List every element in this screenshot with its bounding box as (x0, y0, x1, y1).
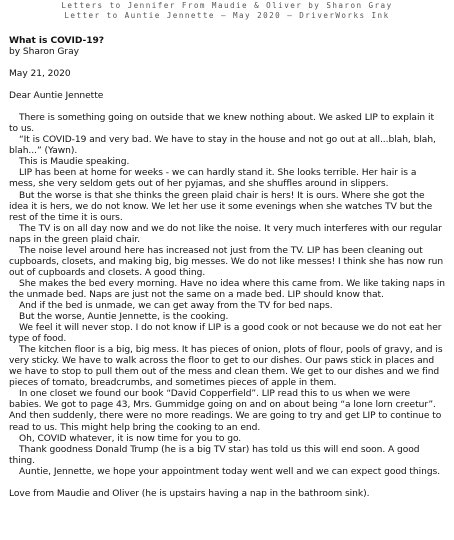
letter-date: May 21, 2020 (9, 69, 71, 80)
letter-salutation: Dear Auntie Jennette (9, 91, 104, 102)
paragraph-6: The TV is on all day now and we do not like the noise. It very much interferes with our regular naps in the green plaid chair. (9, 223, 442, 245)
spacer (9, 478, 445, 489)
letter-body (9, 36, 445, 500)
paragraph-5: But the worse is that she thinks the green plaid chair is hers! It is ours. Where she got the idea it is hers, we do not know. We let her use it some evenings when she watches TV but the rest of the time it is ours. (9, 190, 433, 223)
letter-closing: Love from Maudie and Oliver (he is upstairs having a nap in the bathroom sink). (9, 488, 370, 499)
letter-title: What is COVID-19? (9, 36, 105, 46)
header-letter-line: Letter to Auntie Jennette – May 2020 – DriverWorks Ink (64, 11, 390, 20)
spacer (9, 58, 445, 69)
document-header (0, 0, 454, 21)
paragraph-3: This is Maudie speaking. (19, 157, 130, 168)
paragraph-9: And if the bed is unmade, we can get away from the TV for bed naps. (19, 300, 333, 311)
spacer (9, 80, 445, 91)
paragraph-15: Thank goodness Donald Trump (he is a big TV star) has told us this will end soon. A good thing. (9, 444, 420, 466)
paragraph-8: She makes the bed every morning. Have no idea where this came from. We like taking naps in the unmade bed. Naps are just not the same on a made bed. LIP should know that. (9, 278, 445, 300)
letter-byline: by Sharon Gray (9, 47, 79, 58)
paragraph-11: We feel it will never stop. I do not know if LIP is a good cook or not because we do not eat her type of food. (9, 323, 442, 345)
spacer (9, 102, 445, 113)
paragraph-12: The kitchen floor is a big, big mess. It has pieces of onion, plots of flour, pools of gravy, and is very sticky. We have to walk across the floor to get to our dishes. Our paws stick in places and we have to stop to pull them out of the mess and clean them. We get to our dishes and we find pieces of tomato, breadcrumbs, and sometimes pieces of apple in them. (9, 345, 443, 389)
paragraph-13: In one closet we found our book “David Copperfield”. LIP read this to us when we were babies. We got to page 43, Mrs. Gummidge going on and on about being “a lone lorn creetur”. And then suddenly, there were no more readings. We are going to try and get LIP to continue to read to us. This might help bring the cooking to an end. (9, 389, 442, 433)
paragraph-16: Auntie, Jennette, we hope your appointment today went well and we can expect good things. (19, 466, 441, 477)
paragraph-10: But the worse, Auntie Jennette, is the cooking. (19, 312, 229, 323)
paragraph-2: “It is COVID-19 and very bad. We have to stay in the house and not go out at all...blah, blah, blah...” (Yawn). (9, 135, 436, 157)
paragraph-14: Oh, COVID whatever, it is now time for you to go. (19, 433, 242, 444)
paragraph-4: LIP has been at home for weeks - we can hardly stand it. She looks terrible. Her hair is a mess, she very seldom gets out of her pyjamas, and she shuffles around in slippers. (9, 168, 417, 190)
paragraph-1: There is something going on outside that we knew nothing about. We asked LIP to explain it to us. (9, 113, 434, 135)
header-series-line: Letters to Jennifer From Maudie & Oliver by Sharon Gray (61, 1, 393, 10)
paragraph-7: The noise level around here has increased not just from the TV. LIP has been cleaning out cupboards, closets, and making big, big messes. We do not like messes! I think she has now run out of cupboards and closets. A good thing. (9, 245, 444, 278)
